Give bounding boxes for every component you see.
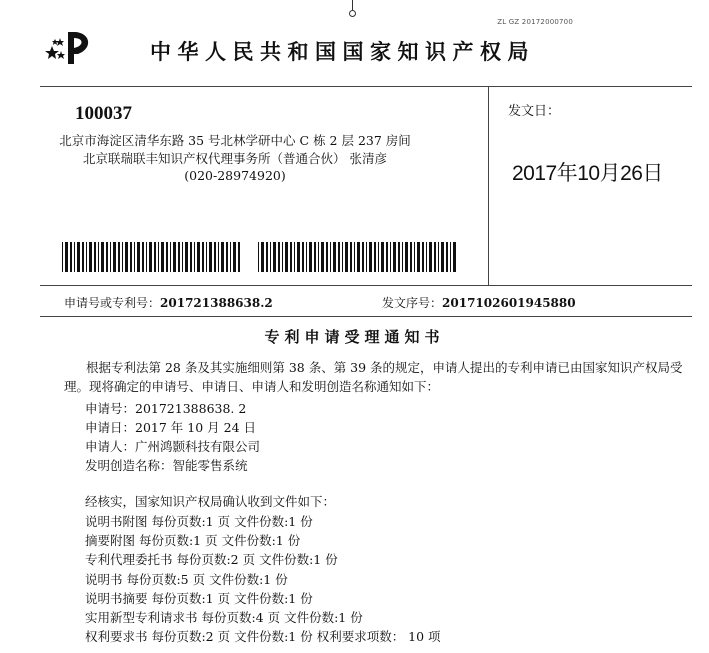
barcode-bar <box>146 242 147 272</box>
barcode-bar <box>417 242 420 272</box>
barcode-bar <box>285 242 288 272</box>
barcode-bar <box>258 242 259 272</box>
application-row-bottom-divider <box>40 316 692 317</box>
barcode-right <box>258 242 458 272</box>
barcode-bar <box>209 242 212 272</box>
field-application-number: 申请号：201721388638. 2 <box>85 401 247 416</box>
file-item: 专利代理委托书 每份页数:2 页 文件份数:1 份 <box>85 552 338 567</box>
field-invention-name: 发明创造名称：智能零售系统 <box>85 458 248 473</box>
barcode-bar <box>398 242 400 272</box>
barcode-bar <box>453 242 456 272</box>
barcode-bar <box>381 242 384 272</box>
barcode-bar <box>314 242 316 272</box>
barcode-bar <box>185 242 188 272</box>
barcode-bar <box>390 242 391 272</box>
barcode-bar <box>297 242 300 272</box>
field-application-date: 申请日：2017 年 10 月 24 日 <box>85 420 256 435</box>
document-number: ZL GZ 20172000700 <box>497 18 573 26</box>
barcode-bar <box>278 242 280 272</box>
barcode-bar <box>166 242 168 272</box>
barcode-bar <box>70 242 72 272</box>
barcode-bar <box>170 242 171 272</box>
barcode-bar <box>158 242 159 272</box>
application-number-label: 申请号或专利号： <box>64 296 161 310</box>
barcode-bar <box>326 242 328 272</box>
dispatch-date-value: 2017年10月26日 <box>512 162 663 185</box>
barcode-bar <box>194 242 195 272</box>
barcode-bar <box>302 242 304 272</box>
barcode-bar <box>354 242 355 272</box>
address-line-1: 北京市海淀区清华东路 35 号北林学研中心 C 栋 2 层 237 房间 <box>59 133 411 148</box>
application-number-value: 201721388638.2 <box>160 296 273 310</box>
barcode-bar <box>221 242 224 272</box>
file-item: 摘要附图 每份页数:1 页 文件份数:1 份 <box>85 533 301 548</box>
file-item: 实用新型专利请求书 每份页数:4 页 文件份数:1 份 <box>85 610 363 625</box>
cnipa-logo-icon <box>44 26 96 66</box>
serial-number-label: 发文序号： <box>382 296 443 310</box>
barcode-bar <box>178 242 180 272</box>
barcode-bar <box>86 242 87 272</box>
barcode-bar <box>74 242 75 272</box>
barcode-bar <box>426 242 427 272</box>
barcode-bar <box>149 242 152 272</box>
barcode-bar <box>422 242 424 272</box>
barcode-bar <box>101 242 104 272</box>
barcode-bar <box>438 242 439 272</box>
barcode-bar <box>330 242 331 272</box>
barcode-bar <box>190 242 192 272</box>
barcode-bar <box>89 242 92 272</box>
barcode-bar <box>362 242 364 272</box>
barcode-bar <box>357 242 360 272</box>
barcode-bar <box>350 242 352 272</box>
barcode-bar <box>405 242 408 272</box>
application-number-row <box>64 294 273 311</box>
barcode-bar <box>318 242 319 272</box>
barcode-bar <box>142 242 144 272</box>
barcode-bar <box>386 242 388 272</box>
barcode-bar <box>410 242 412 272</box>
barcode-bar <box>266 242 268 272</box>
barcode-bar <box>110 242 111 272</box>
barcode-bar <box>134 242 135 272</box>
barcode-bar <box>233 242 236 272</box>
header-divider <box>40 86 692 87</box>
barcode-bar <box>62 242 63 272</box>
barcode-bar <box>82 242 84 272</box>
address-line-3: (020-28974920) <box>184 168 286 183</box>
barcode-bar <box>309 242 312 272</box>
barcode-bar <box>434 242 436 272</box>
barcode-bar <box>378 242 379 272</box>
barcode-bar <box>106 242 108 272</box>
barcode-bar <box>77 242 80 272</box>
barcode-bar <box>402 242 403 272</box>
barcode-bar <box>374 242 376 272</box>
barcode-bar <box>369 242 372 272</box>
agency-title: 中华人民共和国国家知识产权局 <box>150 40 535 64</box>
barcode-bar <box>206 242 207 272</box>
barcode-bar <box>306 242 307 272</box>
top-registration-dot <box>349 10 356 17</box>
barcode-bar <box>197 242 200 272</box>
barcode-bar <box>130 242 132 272</box>
field-applicant: 申请人：广州鸿颢科技有限公司 <box>85 439 261 454</box>
notice-title: 专利申请受理通知书 <box>264 328 445 346</box>
barcode-bar <box>113 242 116 272</box>
barcode-bar <box>338 242 340 272</box>
barcode-bar <box>270 242 271 272</box>
barcode-left <box>62 242 242 272</box>
barcode-bar <box>429 242 432 272</box>
barcode-bar <box>450 242 451 272</box>
barcode-bar <box>333 242 336 272</box>
barcode-bar <box>182 242 183 272</box>
barcode-bar <box>414 242 415 272</box>
barcode-bar <box>173 242 176 272</box>
barcode-bar <box>345 242 348 272</box>
barcode-bar <box>290 242 292 272</box>
barcode-bar <box>214 242 216 272</box>
barcode-bar <box>342 242 343 272</box>
barcode-bar <box>202 242 204 272</box>
barcode-bar <box>226 242 228 272</box>
file-item: 说明书附图 每份页数:1 页 文件份数:1 份 <box>85 514 313 529</box>
barcode-bar <box>294 242 295 272</box>
barcode-bar <box>366 242 367 272</box>
file-item: 权利要求书 每份页数:2 页 文件份数:1 份 权利要求项数： 10 项 <box>85 629 441 644</box>
barcode-bar <box>98 242 99 272</box>
barcode-bar <box>261 242 264 272</box>
barcode-bar <box>238 242 240 272</box>
barcode-bar <box>154 242 156 272</box>
serial-number-row <box>382 294 576 311</box>
serial-number-value: 2017102601945880 <box>442 296 576 310</box>
barcode-bar <box>446 242 448 272</box>
barcode-bar <box>125 242 128 272</box>
dispatch-date-label: 发文日： <box>508 104 561 119</box>
barcode-bar <box>321 242 324 272</box>
barcode-bar <box>441 242 444 272</box>
file-item: 说明书 每份页数:5 页 文件份数:1 份 <box>85 572 288 587</box>
barcode-bar <box>137 242 140 272</box>
barcode-bar <box>161 242 164 272</box>
barcode-bar <box>282 242 283 272</box>
files-intro: 经核实，国家知识产权局确认收到文件如下： <box>85 494 336 509</box>
barcode-bar <box>94 242 96 272</box>
file-item: 说明书摘要 每份页数:1 页 文件份数:1 份 <box>85 591 313 606</box>
barcode-bar <box>118 242 120 272</box>
barcode-bar <box>230 242 231 272</box>
address-line-2: 北京联瑞联丰知识产权代理事务所（普通合伙） 张清彦 <box>83 151 387 166</box>
notice-intro: 根据专利法第 28 条及其实施细则第 38 条、第 39 条的规定，申请人提出的专利申请已由国家知识产权局受理。现将确定的申请号、申请日、申请人和发明创造名称通知如下： <box>64 360 683 394</box>
application-row-top-divider <box>40 285 692 286</box>
barcode-bar <box>218 242 219 272</box>
barcode-bar <box>273 242 276 272</box>
barcode-bar <box>393 242 396 272</box>
barcode-bar <box>122 242 123 272</box>
postcode: 100037 <box>75 103 132 124</box>
address-date-divider <box>488 87 489 285</box>
barcode-bar <box>65 242 68 272</box>
